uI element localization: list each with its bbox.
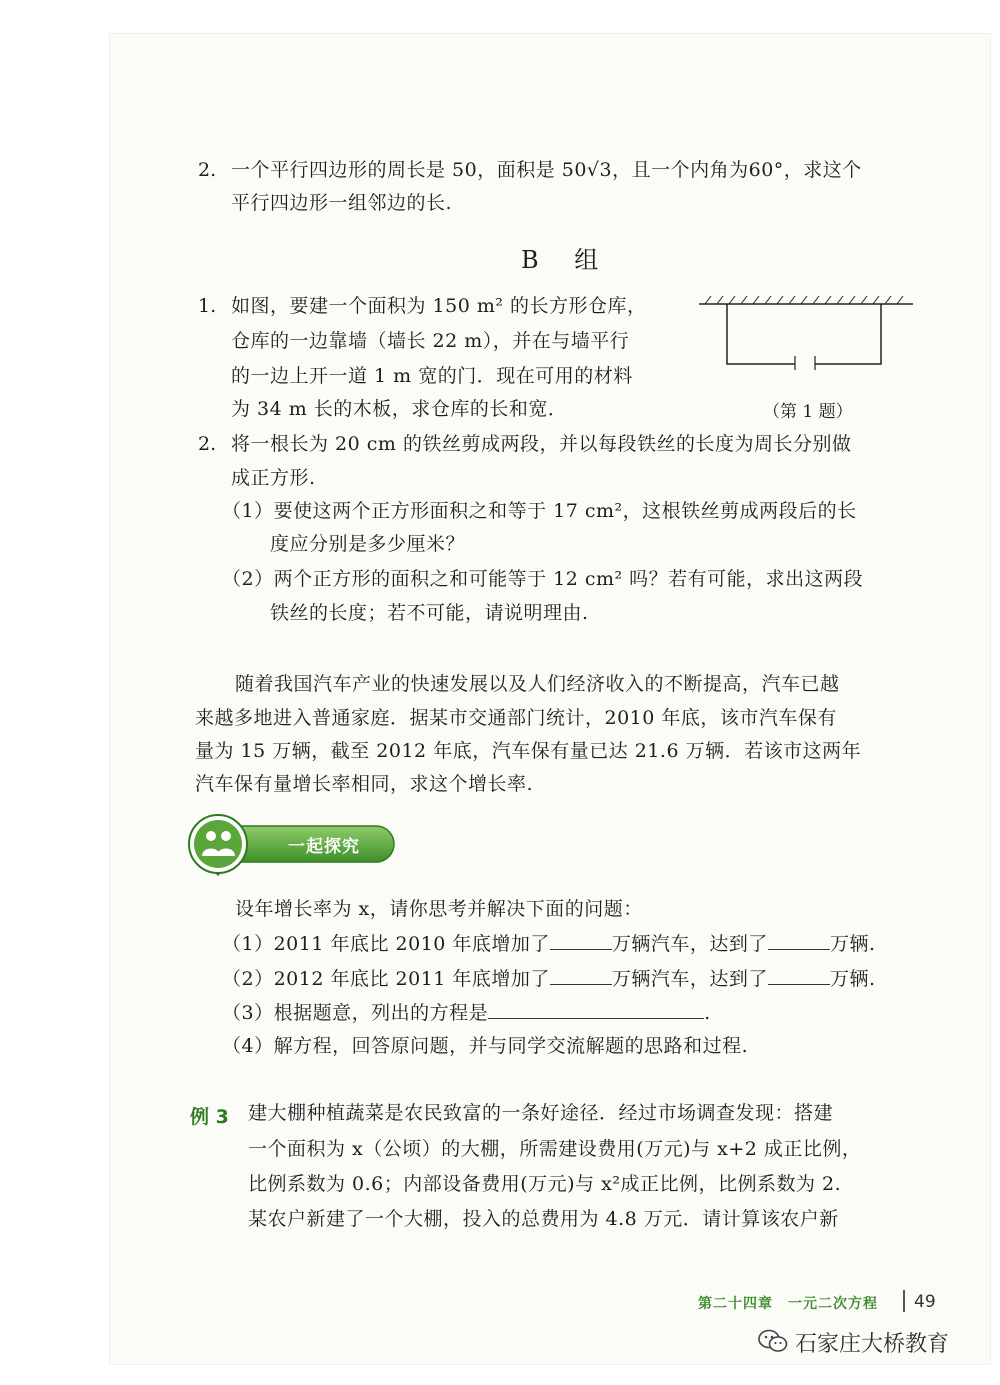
question-text: 的一边上开一道 1 m 宽的门．现在可用的材料 (231, 365, 633, 387)
figure-caption: （第 1 题） (763, 402, 853, 422)
warehouse-figure (695, 290, 917, 374)
explore-question-2 (222, 966, 875, 990)
question-text: 仓库的一边靠墙（墙长 22 m），并在与墙平行 (231, 330, 630, 352)
wall-hatching (705, 296, 903, 304)
sub-question: （2）两个正方形的面积之和可能等于 12 cm² 吗？若有可能，求出这两段 (222, 568, 864, 590)
question-text: 如图，要建一个面积为 150 m² 的长方形仓库， (231, 295, 647, 317)
textbook-page (110, 34, 990, 1364)
question-text: （3）根据题意，列出的方程是 (222, 1002, 489, 1024)
group-b-heading: B 组 (521, 246, 613, 274)
explore-badge (186, 812, 398, 876)
explore-question-3 (222, 1000, 711, 1024)
page-number: 49 (914, 1292, 936, 1312)
answer-blank[interactable] (768, 966, 830, 985)
answer-blank[interactable] (488, 1000, 704, 1019)
explore-intro: 设年增长率为 x，请你思考并解决下面的问题： (235, 898, 643, 920)
question-text: 平行四边形一组邻边的长. (231, 192, 453, 214)
question-text: 将一根长为 20 cm 的铁丝剪成两段，并以每段铁丝的长度为周长分别做 (231, 433, 852, 455)
paragraph-line: 随着我国汽车产业的快速发展以及人们经济收入的不断提高，汽车已越 (235, 673, 840, 695)
sub-question: 度应分别是多少厘米？ (270, 533, 466, 555)
sub-question: （1）要使这两个正方形面积之和等于 17 cm²，这根铁丝剪成两段后的长 (222, 500, 857, 522)
question-text: . (704, 1002, 711, 1024)
question-number: 2. (198, 159, 217, 181)
warehouse-left-side (727, 304, 795, 364)
paragraph-line: 量为 15 万辆，截至 2012 年底，汽车保有量已达 21.6 万辆．若该市这两年 (195, 740, 862, 762)
question-text: （1）2011 年底比 2010 年底增加了 (222, 933, 550, 955)
question-number: 1. (198, 295, 217, 317)
question-text: 万辆汽车，达到了 (611, 933, 768, 955)
answer-blank[interactable] (768, 931, 830, 950)
footer-divider (903, 1290, 905, 1312)
question-number: 2. (198, 433, 217, 455)
chapter-title: 第二十四章 一元二次方程 (698, 1296, 878, 1312)
paragraph-line: 来越多地进入普通家庭．据某市交通部门统计，2010 年底，该市汽车保有 (195, 707, 837, 729)
example-text: 建大棚种植蔬菜是农民致富的一条好途径．经过市场调查发现：搭建 (248, 1102, 834, 1124)
example-text: 一个面积为 x（公顷）的大棚，所需建设费用(万元)与 x+2 成正比例， (248, 1138, 862, 1160)
example-label: 例 3 (190, 1106, 229, 1128)
question-text: 为 34 m 长的木板，求仓库的长和宽． (231, 398, 568, 420)
answer-blank[interactable] (550, 931, 612, 950)
explore-question-4: （4）解方程，回答原问题，并与同学交流解题的思路和过程. (222, 1035, 749, 1057)
question-text: 万辆. (829, 933, 876, 955)
example-text: 某农户新建了一个大棚，投入的总费用为 4.8 万元．请计算该农户新 (248, 1208, 839, 1230)
question-text: 万辆. (829, 968, 876, 990)
question-text: 一个平行四边形的周长是 50，面积是 50√3，且一个内角为60°，求这个 (231, 159, 862, 181)
sub-question: 铁丝的长度；若不可能，请说明理由. (270, 602, 589, 624)
question-text: 成正方形. (231, 467, 316, 489)
warehouse-right-side (815, 304, 881, 364)
paragraph-line: 汽车保有量增长率相同，求这个增长率. (195, 773, 534, 795)
example-text: 比例系数为 0.6；内部设备费用(万元)与 x²成正比例，比例系数为 2. (248, 1173, 842, 1195)
question-text: 万辆汽车，达到了 (611, 968, 768, 990)
answer-blank[interactable] (550, 966, 612, 985)
wechat-icon (758, 1328, 788, 1354)
question-text: （2）2012 年底比 2011 年底增加了 (222, 968, 550, 990)
badge-label: 一起探究 (288, 837, 360, 857)
explore-question-1 (222, 931, 875, 955)
watermark-text: 石家庄大桥教育 (795, 1332, 950, 1357)
